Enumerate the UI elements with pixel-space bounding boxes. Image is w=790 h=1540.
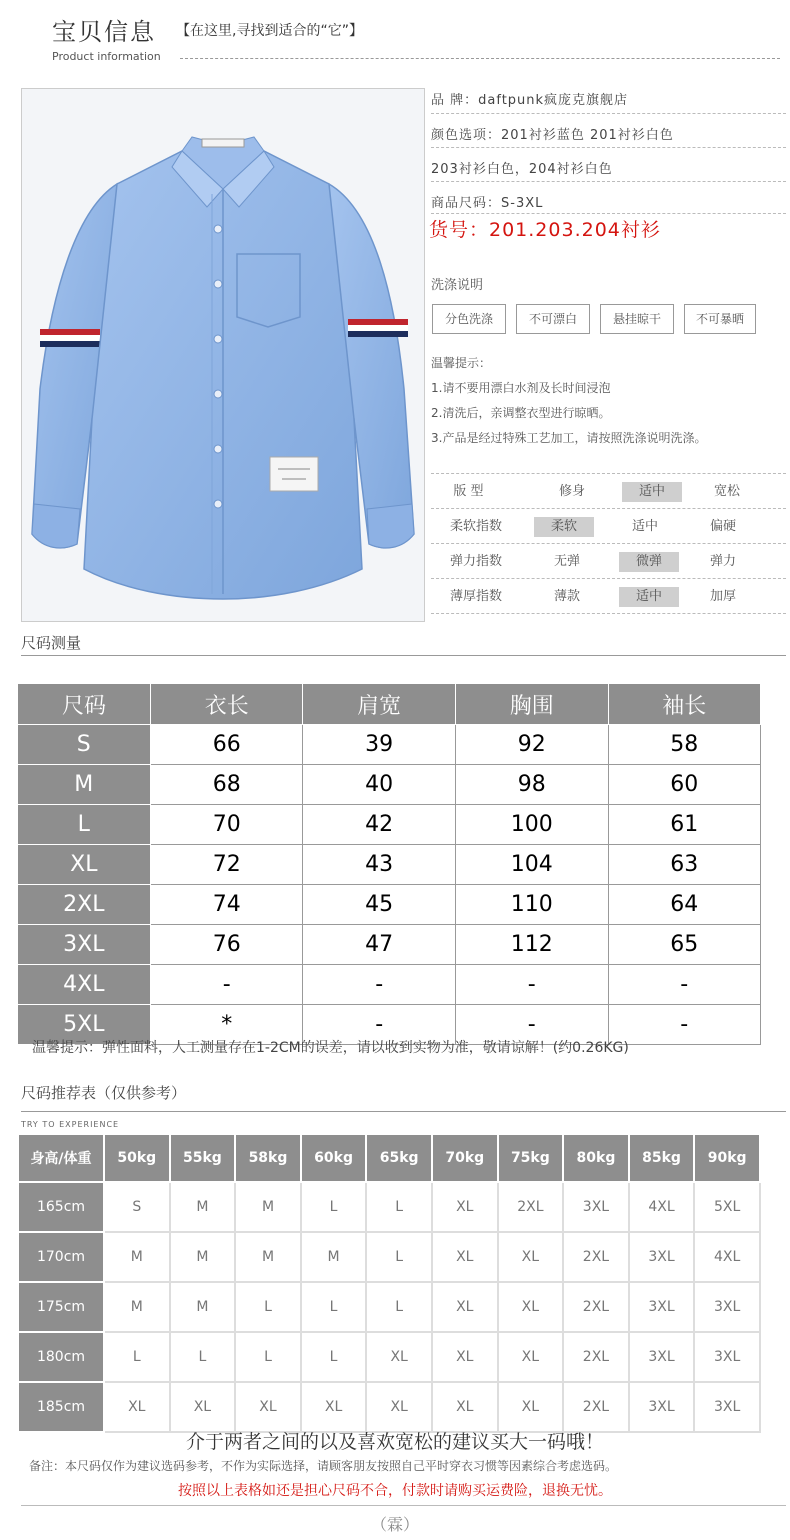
recommended-size-cell: XL (366, 1332, 432, 1382)
page-english-title: Product information (52, 50, 161, 63)
recommended-size-cell: XL (432, 1332, 498, 1382)
measurement-cell: 72 (151, 845, 303, 885)
weight-header: 60kg (301, 1134, 367, 1182)
measurement-cell: - (608, 965, 760, 1005)
recommend-note: 备注：本尺码仅作为建议选码参考，不作为实际选择，请顾客朋友按照自己平时穿衣习惯等因素综合考虑选码。 (29, 1459, 618, 1473)
attr-label: 薄厚指数 (449, 589, 502, 604)
measurement-cell: - (455, 965, 608, 1005)
size-table (17, 683, 761, 1045)
wash-item: 不可漂白 (516, 304, 590, 334)
table-row (18, 1282, 760, 1332)
attr-row-fit (431, 474, 786, 509)
measurement-cell: - (455, 1005, 608, 1045)
recommended-size-cell: M (170, 1282, 236, 1332)
attr-label: 柔软指数 (449, 519, 502, 534)
attr-option: 加厚 (709, 589, 736, 604)
recommend-english: TRY TO EXPERIENCE (21, 1120, 120, 1129)
table-row (18, 965, 761, 1005)
recommended-size-cell: M (104, 1232, 170, 1282)
recommended-size-cell: 3XL (563, 1182, 629, 1232)
measurement-cell: 70 (151, 805, 303, 845)
attr-label: 版 型 (453, 484, 484, 499)
weight-header: 50kg (104, 1134, 170, 1182)
table-row (18, 1382, 760, 1432)
recommended-size-cell: 3XL (629, 1282, 695, 1332)
column-header: 尺码 (18, 684, 151, 725)
measurement-cell: 76 (151, 925, 303, 965)
shirt-illustration (22, 89, 424, 621)
wash-item: 悬挂晾干 (600, 304, 674, 334)
recommended-size-cell: XL (432, 1382, 498, 1432)
weight-header: 85kg (629, 1134, 695, 1182)
measurement-cell: * (151, 1005, 303, 1045)
measurement-cell: 92 (455, 725, 608, 765)
measurement-cell: 40 (303, 765, 455, 805)
size-section-title: 尺码测量 (21, 634, 82, 652)
attr-row-softness (431, 509, 786, 544)
table-row (18, 1232, 760, 1282)
recommended-size-cell: L (104, 1332, 170, 1382)
recommended-size-cell: XL (498, 1382, 564, 1432)
column-header: 肩宽 (303, 684, 455, 725)
measurement-cell: 104 (455, 845, 608, 885)
attr-option: 适中 (631, 519, 658, 534)
attr-option: 适中 (638, 484, 665, 499)
recommended-size-cell: XL (170, 1382, 236, 1432)
info-divider (431, 113, 786, 114)
recommended-size-cell: M (170, 1182, 236, 1232)
attr-option: 偏硬 (709, 519, 736, 534)
wash-item: 不可暴晒 (684, 304, 756, 334)
table-row (18, 885, 761, 925)
tip-line: 3.产品是经过特殊工艺加工，请按照洗涤说明洗涤。 (431, 431, 707, 445)
tip-line: 1.请不要用漂白水剂及长时间浸泡 (431, 381, 611, 395)
color-options-more: 203衬衫白色，204衬衫白色 (431, 162, 613, 177)
measurement-cell: 66 (151, 725, 303, 765)
wash-title: 洗涤说明 (431, 278, 484, 293)
measurement-cell: 63 (608, 845, 760, 885)
page-title: 宝贝信息 (52, 18, 156, 46)
attr-label: 弹力指数 (449, 554, 502, 569)
recommended-size-cell: 3XL (629, 1332, 695, 1382)
recommend-table (17, 1133, 761, 1433)
measurement-cell: 98 (455, 765, 608, 805)
tips-title: 温馨提示： (431, 356, 492, 370)
section-divider (21, 655, 786, 656)
recommended-size-cell: 2XL (563, 1232, 629, 1282)
table-row (18, 725, 761, 765)
table-row (18, 1182, 760, 1232)
product-photo (21, 88, 425, 622)
recommended-size-cell: L (235, 1282, 301, 1332)
wash-item: 分色洗涤 (432, 304, 506, 334)
section-divider (21, 1111, 786, 1112)
recommended-size-cell: XL (301, 1382, 367, 1432)
size-table-header (18, 684, 761, 725)
header-divider (180, 58, 780, 59)
recommended-size-cell: L (366, 1232, 432, 1282)
recommended-size-cell: XL (104, 1382, 170, 1432)
recommended-size-cell: XL (432, 1232, 498, 1282)
column-header: 袖长 (608, 684, 760, 725)
recommended-size-cell: XL (235, 1382, 301, 1432)
measurement-cell: 39 (303, 725, 455, 765)
weight-header: 75kg (498, 1134, 564, 1182)
recommended-size-cell: XL (432, 1282, 498, 1332)
size-table-body (18, 725, 761, 1045)
table-row (18, 1332, 760, 1382)
info-divider (431, 181, 786, 182)
recommended-size-cell: XL (498, 1282, 564, 1332)
measurement-cell: 60 (608, 765, 760, 805)
recommend-warning: 按照以上表格如还是担心尺码不合，付款时请购买运费险，退换无忧。 (178, 1483, 612, 1499)
table-row (18, 805, 761, 845)
recommended-size-cell: XL (432, 1182, 498, 1232)
color-options: 颜色选项：201衬衫蓝色 201衬衫白色 (431, 128, 674, 143)
info-divider (431, 147, 786, 148)
attr-option: 宽松 (713, 484, 740, 499)
recommend-hint: 介于两者之间的以及喜欢宽松的建议买大一码哦！ (185, 1431, 604, 1453)
recommended-size-cell: 5XL (694, 1182, 760, 1232)
size-label-cell: 3XL (18, 925, 151, 965)
tip-line: 2.清洗后，亲调整衣型进行晾晒。 (431, 406, 611, 420)
recommended-size-cell: 2XL (563, 1332, 629, 1382)
attr-option: 薄款 (553, 589, 580, 604)
recommended-size-cell: XL (498, 1232, 564, 1282)
recommended-size-cell: 4XL (694, 1232, 760, 1282)
measurement-cell: 68 (151, 765, 303, 805)
measurement-cell: 58 (608, 725, 760, 765)
recommended-size-cell: L (170, 1332, 236, 1382)
recommended-size-cell: 2XL (563, 1382, 629, 1432)
height-cell: 165cm (18, 1182, 104, 1232)
measurement-cell: - (303, 965, 455, 1005)
recommended-size-cell: XL (366, 1382, 432, 1432)
attr-option: 弹力 (709, 554, 736, 569)
size-label-cell: 4XL (18, 965, 151, 1005)
recommended-size-cell: L (301, 1332, 367, 1382)
recommended-size-cell: S (104, 1182, 170, 1232)
weight-header: 70kg (432, 1134, 498, 1182)
footer-divider (21, 1505, 786, 1506)
recommend-table-body (18, 1182, 760, 1432)
table-row (18, 845, 761, 885)
measurement-cell: 45 (303, 885, 455, 925)
recommended-size-cell: M (301, 1232, 367, 1282)
weight-header: 55kg (170, 1134, 236, 1182)
height-cell: 170cm (18, 1232, 104, 1282)
column-header: 胸围 (455, 684, 608, 725)
attr-option: 适中 (635, 589, 662, 604)
table-row (18, 925, 761, 965)
height-cell: 175cm (18, 1282, 104, 1332)
attr-option: 微弹 (635, 554, 662, 569)
size-label-cell: 2XL (18, 885, 151, 925)
size-label-cell: 5XL (18, 1005, 151, 1045)
measurement-cell: - (303, 1005, 455, 1045)
measurement-cell: 110 (455, 885, 608, 925)
recommended-size-cell: 3XL (629, 1382, 695, 1432)
recommended-size-cell: 3XL (694, 1332, 760, 1382)
weight-header: 80kg (563, 1134, 629, 1182)
size-label-cell: S (18, 725, 151, 765)
attr-option: 无弹 (553, 554, 580, 569)
attr-option: 修身 (558, 484, 585, 499)
attr-option: 柔软 (550, 519, 577, 534)
size-note: 温馨提示：弹性面料，人工测量存在1-2CM的误差，请以收到实物为准，敬请谅解！(约0.26KG) (32, 1040, 629, 1056)
recommended-size-cell: 3XL (694, 1382, 760, 1432)
recommended-size-cell: L (235, 1332, 301, 1382)
table-row (18, 765, 761, 805)
measurement-cell: 112 (455, 925, 608, 965)
recommended-size-cell: M (235, 1232, 301, 1282)
recommended-size-cell: 3XL (694, 1282, 760, 1332)
weight-header: 65kg (366, 1134, 432, 1182)
recommended-size-cell: M (235, 1182, 301, 1232)
recommended-size-cell: XL (498, 1332, 564, 1382)
recommended-size-cell: 3XL (629, 1232, 695, 1282)
page-subtitle: 【在这里,寻找到适合的“它”】 (176, 23, 363, 39)
corner-header: 身高/体重 (18, 1134, 104, 1182)
attr-divider (431, 613, 786, 614)
measurement-cell: 43 (303, 845, 455, 885)
item-number: 货号：201.203.204衬衫 (429, 219, 661, 241)
size-label-cell: XL (18, 845, 151, 885)
weight-header: 58kg (235, 1134, 301, 1182)
recommended-size-cell: M (170, 1232, 236, 1282)
brand-info: 品 牌：daftpunk疯庞克旗舰店 (431, 93, 629, 108)
measurement-cell: 61 (608, 805, 760, 845)
measurement-cell: 65 (608, 925, 760, 965)
info-divider (431, 213, 786, 214)
column-header: 衣长 (151, 684, 303, 725)
attr-row-elasticity (431, 544, 786, 579)
recommended-size-cell: L (366, 1182, 432, 1232)
size-label-cell: M (18, 765, 151, 805)
height-cell: 185cm (18, 1382, 104, 1432)
recommend-title: 尺码推荐表（仅供参考） (21, 1084, 187, 1102)
size-label-cell: L (18, 805, 151, 845)
attr-row-thickness (431, 579, 786, 614)
measurement-cell: - (151, 965, 303, 1005)
measurement-cell: 42 (303, 805, 455, 845)
recommended-size-cell: 2XL (563, 1282, 629, 1332)
measurement-cell: 74 (151, 885, 303, 925)
recommended-size-cell: L (301, 1182, 367, 1232)
recommended-size-cell: L (366, 1282, 432, 1332)
footer-mark: （霖） (370, 1515, 419, 1534)
measurement-cell: - (608, 1005, 760, 1045)
height-cell: 180cm (18, 1332, 104, 1382)
measurement-cell: 64 (608, 885, 760, 925)
recommend-header-row (18, 1134, 760, 1182)
recommended-size-cell: M (104, 1282, 170, 1332)
weight-header: 90kg (694, 1134, 760, 1182)
measurement-cell: 47 (303, 925, 455, 965)
measurement-cell: 100 (455, 805, 608, 845)
recommended-size-cell: L (301, 1282, 367, 1332)
size-range: 商品尺码：S-3XL (431, 196, 544, 211)
recommended-size-cell: 4XL (629, 1182, 695, 1232)
recommended-size-cell: 2XL (498, 1182, 564, 1232)
